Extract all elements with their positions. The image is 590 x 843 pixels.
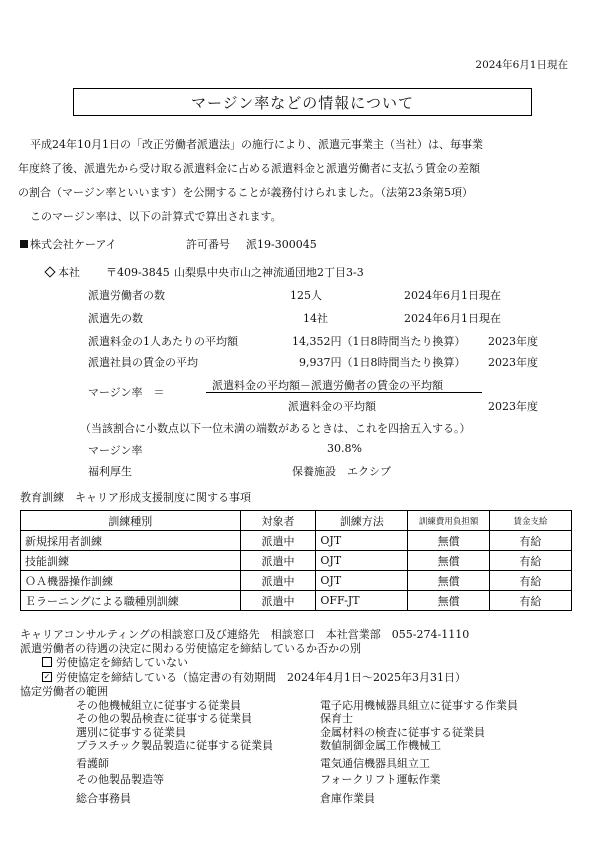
margin-value: 30.8% <box>327 442 362 455</box>
rounding-note: （当該割合に小数点以下一位未満の端数があるときは、これを四捨五入する。） <box>80 422 471 435</box>
cell-wage: 有給 <box>490 591 572 611</box>
header-training-type: 訓練種別 <box>21 511 241 531</box>
cell-cost: 無償 <box>408 531 490 551</box>
postal-code: 〒409-3845 <box>106 266 170 279</box>
stat-note: 2024年6月1日現在 <box>404 312 501 325</box>
stat-label: 派遣料金の1人あたりの平均額 <box>88 335 238 348</box>
fraction-bar <box>206 392 482 393</box>
scope-right-item: 数値制御金属工作機械工 <box>320 739 441 752</box>
diamond-icon <box>44 266 55 277</box>
cell-wage: 有給 <box>490 571 572 591</box>
table-header-row <box>21 511 572 531</box>
cell-training-type: 技能訓練 <box>21 551 241 571</box>
cell-target: 派遣中 <box>240 531 316 551</box>
cell-cost: 無償 <box>408 551 490 571</box>
intro-line-1: 平成24年10月1日の「改正労働者派遣法」の施行により、派遣元事業主（当社）は、毎事業 <box>30 138 483 151</box>
table-row <box>21 571 572 591</box>
agreement-option-yes-label: 労使協定を締結している（協定書の有効期間 2024年4月1日～2025年3月31日） <box>56 671 466 684</box>
stat-label: 派遣社員の賃金の平均 <box>88 356 198 369</box>
formula-numerator: 派遣料金の平均額－派遣労働者の賃金の平均額 <box>212 379 443 392</box>
stat-note: 2024年6月1日現在 <box>404 289 501 302</box>
scope-right-item: 電子応用機械器具組立に従事する作業員 <box>320 699 518 712</box>
cell-cost: 無償 <box>408 591 490 611</box>
office-row <box>44 264 80 280</box>
scope-left-item: プラスチック製品製造に従事する従業員 <box>76 739 274 752</box>
cell-method: OJT <box>316 531 408 551</box>
stat-note: 2023年度 <box>488 356 538 369</box>
page-title <box>73 88 532 116</box>
scope-right-item: フォークリフト運転作業 <box>320 773 441 786</box>
stat-value: 125人 <box>290 289 322 302</box>
scope-left-item: その他の製品検査に従事する従業員 <box>76 712 252 725</box>
scope-right-item: 電気通信機器具組立工 <box>320 757 430 770</box>
scope-label: 協定労働者の範囲 <box>20 685 108 698</box>
header-target: 対象者 <box>240 511 316 531</box>
scope-right-item: 保育士 <box>320 712 353 725</box>
company-name: 株式会社ケーアイ <box>30 238 117 251</box>
scope-right-item: 金属材料の検査に従事する従業員 <box>320 726 485 739</box>
header-wage: 賃金支給 <box>490 511 572 531</box>
cell-method: OFF-JT <box>316 591 408 611</box>
agreement-question: 派遣労働者の待遇の決定に関わる労使協定を締結しているか否かの別 <box>20 642 361 655</box>
intro-line-2: 年度終了後、派遣先から受け取る派遣料金に占める派遣料金と派遣労働者に支払う賃金の差額 <box>18 162 480 175</box>
intro-line-3: の割合（マージン率といいます）を公開することが義務付けられました。（法第23条第5項） <box>18 186 473 199</box>
company-row <box>20 236 116 252</box>
table-row <box>21 591 572 611</box>
scope-left-item: 総合事務員 <box>76 792 131 805</box>
table-row <box>21 531 572 551</box>
cell-target: 派遣中 <box>240 571 316 591</box>
formula-label: マージン率 ＝ <box>88 386 165 399</box>
cell-wage: 有給 <box>490 551 572 571</box>
stat-label: 派遣先の数 <box>88 312 143 325</box>
scope-left-item: 看護師 <box>76 757 109 770</box>
checkbox-unchecked-icon <box>42 657 52 667</box>
formula-year: 2023年度 <box>488 400 538 413</box>
stat-note: 2023年度 <box>488 335 538 348</box>
license-label: 許可番号 <box>186 238 230 251</box>
welfare-value: 保養施設 エクシブ <box>292 465 391 478</box>
agreement-option-no-label: 労使協定を締結していない <box>56 656 188 669</box>
cell-target: 派遣中 <box>240 551 316 571</box>
intro-line-4: このマージン率は、以下の計算式で算出されます。 <box>30 210 282 223</box>
cell-target: 派遣中 <box>240 591 316 611</box>
scope-left-item: 選別に従事する従業員 <box>76 726 186 739</box>
table-row <box>21 551 572 571</box>
stat-label: 派遣労働者の数 <box>88 289 165 302</box>
checkbox-checked-icon: ✓ <box>43 672 51 681</box>
cell-cost: 無償 <box>408 571 490 591</box>
stat-value: 9,937円（1日8時間当たり換算） <box>299 356 466 369</box>
cell-method: OJT <box>316 551 408 571</box>
training-table <box>20 510 572 611</box>
office-address: 山梨県中央市山之神流通団地2丁目3-3 <box>174 266 364 279</box>
cell-wage: 有給 <box>490 531 572 551</box>
header-method: 訓練方法 <box>316 511 408 531</box>
header-cost: 訓練費用負担額 <box>408 511 490 531</box>
scope-right-item: 倉庫作業員 <box>320 792 375 805</box>
scope-left-item: その他製品製造等 <box>76 773 164 786</box>
cell-training-type: Ｅラーニングによる職種別訓練 <box>21 591 241 611</box>
margin-label: マージン率 <box>88 444 143 457</box>
welfare-label: 福利厚生 <box>88 465 132 478</box>
stat-value: 14,352円（1日8時間当たり換算） <box>292 335 466 348</box>
training-heading: 教育訓練 キャリア形成支援制度に関する事項 <box>20 491 251 504</box>
consultation-contact: キャリアコンサルティングの相談窓口及び連絡先 相談窓口 本社営業部 055-274-1110 <box>20 628 470 641</box>
agreement-option-no <box>42 654 188 670</box>
stat-value: 14社 <box>303 312 328 325</box>
formula-denominator: 派遣料金の平均額 <box>288 400 376 413</box>
page-title-text: マージン率などの情報について <box>190 93 415 112</box>
office-label: 本社 <box>58 266 80 279</box>
cell-method: OJT <box>316 571 408 591</box>
scope-left-item: その他機械組立に従事する従業員 <box>76 699 241 712</box>
cell-training-type: ＯＡ機器操作訓練 <box>21 571 241 591</box>
as-of-date: 2024年6月1日現在 <box>475 59 568 71</box>
black-square-icon <box>20 240 28 248</box>
license-number: 派19-300045 <box>246 238 317 251</box>
cell-training-type: 新規採用者訓練 <box>21 531 241 551</box>
